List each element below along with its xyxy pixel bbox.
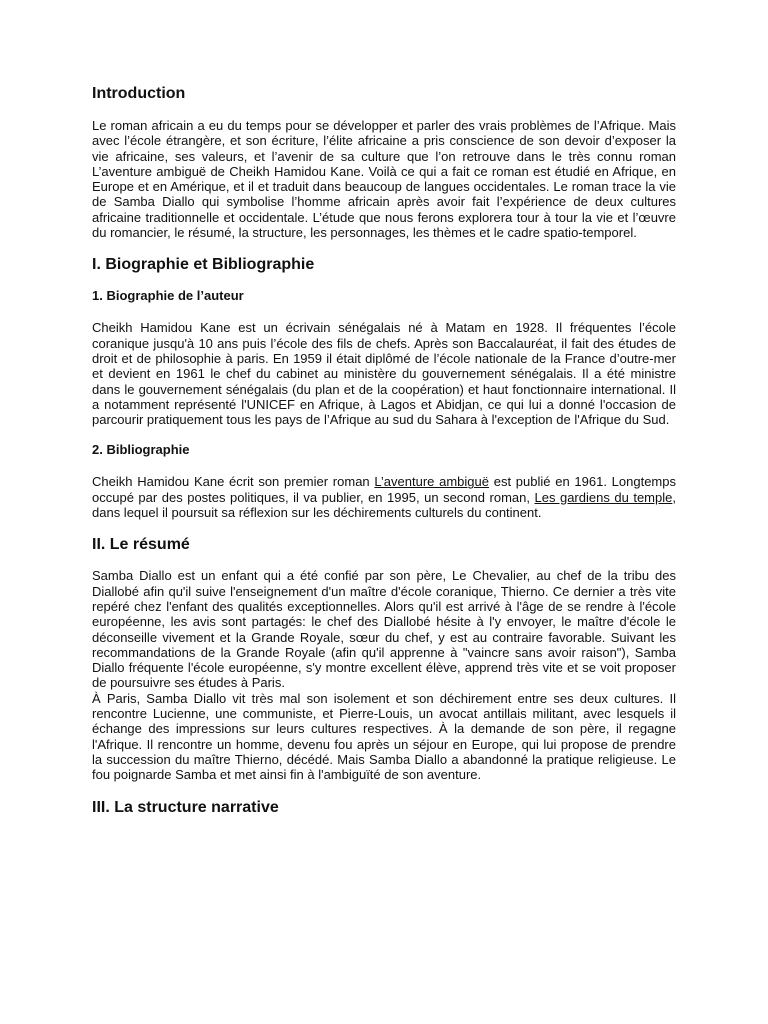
introduction-heading: Introduction: [92, 85, 186, 102]
title-aventure-ambigue: L’aventure ambiguë: [374, 474, 489, 490]
biographie-paragraph: Cheikh Hamidou Kane est un écrivain sénégalais né à Matam en 1928. Il fréquentes l’école coranique jusqu'à 10 ans puis l’école des fils de chefs. Après son Baccalauréat, il fait des études de droit et de philosophie à paris. En 1959 il était diplômé de l’école nationale de la France d’outre-mer et devient en 1961 le chef du cabinet au ministère du gouvernement sénégalais. Il a été ministre dans le gouvernement sénégalais (du plan et de la coopération) et haut fonctionnaire international. Il a notamment représenté l'UNICEF en Afrique, à Lagos et Abidjan, ce qui lui a donné l'occasion de parcourir pratiquement tous les pays de l’Afrique au sud du Sahara à l'exception de l'Afrique du Sud.: [92, 320, 676, 428]
document-page: [92, 84, 676, 831]
resume-paragraph-2: À Paris, Samba Diallo vit très mal son isolement et son déchirement entre ses deux cultures. Il rencontre Lucienne, une communiste, et Pierre-Louis, un avocat antillais militant, avec lesquels il échange des impressions sur leurs cultures respectives. À la demande de son père, il regagne l'Afrique. Il rencontre un homme, devenu fou après un séjour en Europe, qui lui propose de prendre la succession du maître Thierno, décédé. Mais Samba Diallo a abandonné la pratique religieuse. Le fou poignarde Samba et met ainsi fin à l'ambiguïté de son aventure.: [92, 690, 676, 783]
section-3-heading: III. La structure narrative: [92, 798, 279, 816]
section-1-heading: I. Biographie et Bibliographie: [92, 256, 315, 274]
subsection-biographie-heading: 1. Biographie de l’auteur: [92, 288, 244, 304]
title-gardiens-du-temple: Les gardiens du temple: [534, 489, 673, 505]
section-2-heading: II. Le résumé: [92, 536, 190, 554]
bibliographie-text-3: , dans lequel il poursuit sa réflexion sur les déchirements culturels du continent.: [92, 489, 676, 521]
subsection-bibliographie-heading: 2. Bibliographie: [92, 442, 190, 458]
bibliographie-paragraph: [92, 474, 676, 520]
bibliographie-text-1: Cheikh Hamidou Kane écrit son premier roman: [92, 474, 375, 490]
bibliographie-text-2: est publié en 1961. Longtemps occupé par des postes politiques, il va publier, en 1995, un second roman,: [92, 474, 676, 505]
resume-paragraph-1: Samba Diallo est un enfant qui a été confié par son père, Le Chevalier, au chef de la tribu des Diallobé afin qu'il suive l'enseignement d'un maître d'école coranique, Thierno. Ce dernier a très vite repéré chez l'enfant des qualités exceptionnelles. Alors qu'il est arrivé à l'âge de se rendre à l'école européenne, les avis sont partagés: le chef des Diallobé hésite à l'y envoyer, le maître d'école le déconseille vivement et la Grande Royale, sœur du chef, y est au contraire favorable. Suivant les recommandations de la Grande Royale (afin qu'il apprenne à "vaincre sans avoir raison"), Samba Diallo fréquente l'école européenne, s'y montre excellent élève, apprend très vite et se voit proposer de poursuivre ses études à Paris.: [92, 568, 676, 691]
introduction-paragraph: Le roman africain a eu du temps pour se développer et parler des vrais problèmes de l’Afrique. Mais avec l’école étrangère, et son écriture, l’élite africaine a pris conscience de son devoir d’exposer la vie africaine, ses valeurs, et l’avenir de sa culture que l’on retrouve dans le très connu roman L’aventure ambiguë de Cheikh Hamidou Kane. Voilà ce qui a fait ce roman est étudié en Afrique, en Europe et en Amérique, et il et traduit dans beaucoup de langues occidentales. Le roman trace la vie de Samba Diallo qui symbolise l’homme africain après avoir fait l’expérience de deux cultures africaine traditionnelle et occidentale. L’étude que nous ferons explorera tour à tour la vie et l’œuvre du romancier, le résumé, la structure, les personnages, les thèmes et le cadre spatio-temporel.: [92, 118, 676, 241]
